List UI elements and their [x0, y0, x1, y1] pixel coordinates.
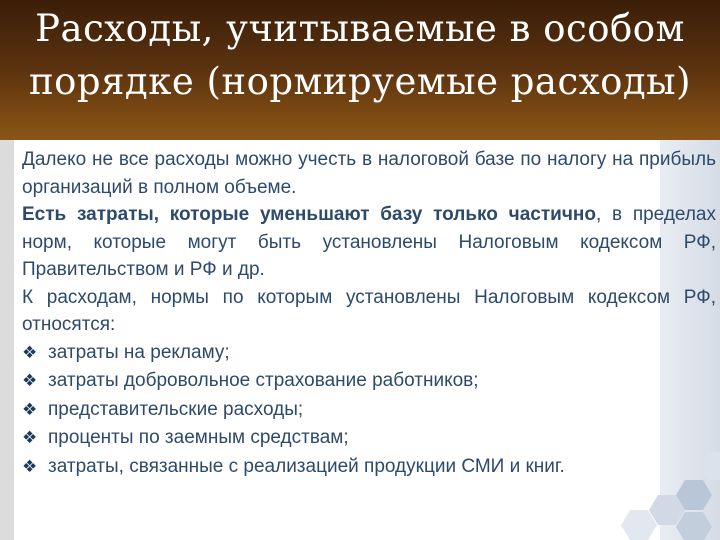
slide-title: Расходы, учитываемые в особом порядке (нормируемые расходы)	[28, 7, 692, 103]
body-text	[22, 146, 716, 481]
left-margin-strip	[0, 140, 14, 540]
list-item	[22, 367, 716, 396]
list-item-text: затраты добровольное страхование работников;	[48, 370, 479, 391]
four-diamond-bullet-icon: ❖	[22, 456, 38, 477]
list-item	[22, 396, 716, 425]
list-item-text: затраты на рекламу;	[48, 341, 230, 363]
list-item	[22, 424, 716, 453]
paragraph-partial	[22, 201, 716, 284]
four-diamond-bullet-icon: ❖	[22, 371, 38, 391]
list-item	[22, 339, 716, 368]
four-diamond-bullet-icon: ❖	[22, 399, 38, 420]
list-item-text: проценты по заемным средствам;	[48, 427, 349, 448]
partial-expenses-rest: , в пределах норм, которые могут быть установлены Налоговым кодексом РФ, Правительством и РФ и др.	[22, 204, 716, 280]
list-item	[22, 453, 716, 482]
paragraph-list-intro: К расходам, нормы по которым установлены Налоговым кодексом РФ, относятся:	[22, 286, 716, 335]
paragraph-intro: Далеко не все расходы можно учесть в налоговой базе по налогу на прибыль организаций в полном объеме.	[22, 149, 716, 198]
partial-expenses-emphasis: Есть затраты, которые уменьшают базу только частично	[22, 204, 596, 225]
four-diamond-bullet-icon: ❖	[22, 428, 38, 448]
list-item-text: представительские расходы;	[48, 398, 304, 420]
normed-expenses-list	[22, 339, 716, 482]
list-item-text: затраты, связанные с реализацией продукции СМИ и книг.	[48, 455, 565, 477]
four-diamond-bullet-icon: ❖	[22, 342, 38, 363]
